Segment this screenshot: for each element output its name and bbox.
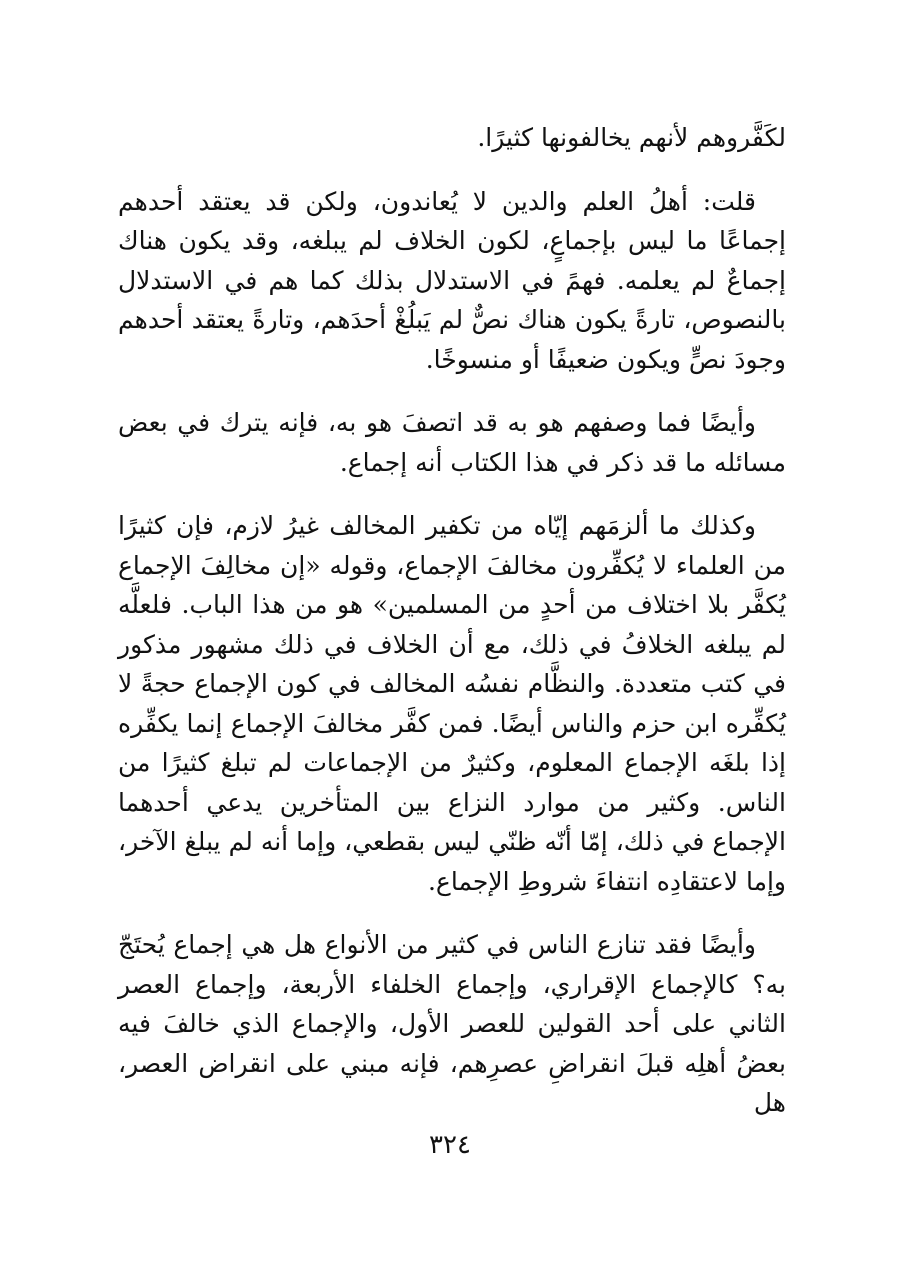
page-number: ٣٢٤ — [429, 1130, 471, 1160]
paragraph-wa-aydan-1: وأيضًا فما وصفهم هو به قد اتصفَ هو به، فإنه يترك في بعض مسائله ما قد ذكر في هذا الكتاب أنه إجماع. — [118, 408, 786, 477]
paragraph-continuation: لكَفَّروهم لأنهم يخالفونها كثيرًا. — [477, 123, 786, 152]
page-body-text — [118, 118, 786, 1147]
paragraph-wa-aydan-2: وأيضًا فقد تنازع الناس في كثير من الأنواع هل هي إجماع يُحتَجّ به؟ كالإجماع الإقراري، وإجماع الخلفاء الأربعة، وإجماع العصر الثاني على أحد القولين للعصر الأول، والإجماع الذي خالفَ فيه بعضُ أهلِه قبلَ انقراضِ عصرِهم، فإنه مبني على انقراض العصر، هل — [118, 930, 786, 1117]
paragraph-wa-kadhalik: وكذلك ما ألزمَهم إيّاه من تكفير المخالف غيرُ لازم، فإن كثيرًا من العلماء لا يُكفِّرون مخالفَ الإجماع، وقوله «إن مخالِفَ الإجماع يُكفَّر بلا اختلاف من أحدٍ من المسلمين» هو من هذا الباب. فلعلَّه لم يبلغه الخلافُ في ذلك، مع أن الخلاف في ذلك مشهور مذكور في كتب متعددة. والنظَّام نفسُه المخالف في كون الإجماع حجةً لا يُكفِّره ابن حزم والناس أيضًا. فمن كفَّر مخالفَ الإجماع إنما يكفِّره إذا بلغَه الإجماع المعلوم، وكثيرٌ من الإجماعات لم تبلغ كثيرًا من الناس. وكثير من موارد النزاع بين المتأخرين يدعي أحدهما الإجماع في ذلك، إمّا أنّه ظنّي ليس بقطعي، وإما أنه لم يبلغ الآخر، وإما لاعتقادِه انتفاءَ شروطِ الإجماع. — [118, 511, 786, 896]
paragraph-qult: قلت: أهلُ العلم والدين لا يُعاندون، ولكن قد يعتقد أحدهم إجماعًا ما ليس بإجماعٍ، لكون الخلاف لم يبلغه، وقد يكون هناك إجماعٌ لم يعلمه. فهمً في الاستدلال بذلك كما هم في الاستدلال بالنصوص، تارةً يكون هناك نصٌّ لم يَبلُغْ أحدَهم، وتارةً يعتقد أحدهم وجودَ نصٍّ ويكون ضعيفًا أو منسوخًا. — [118, 186, 786, 374]
